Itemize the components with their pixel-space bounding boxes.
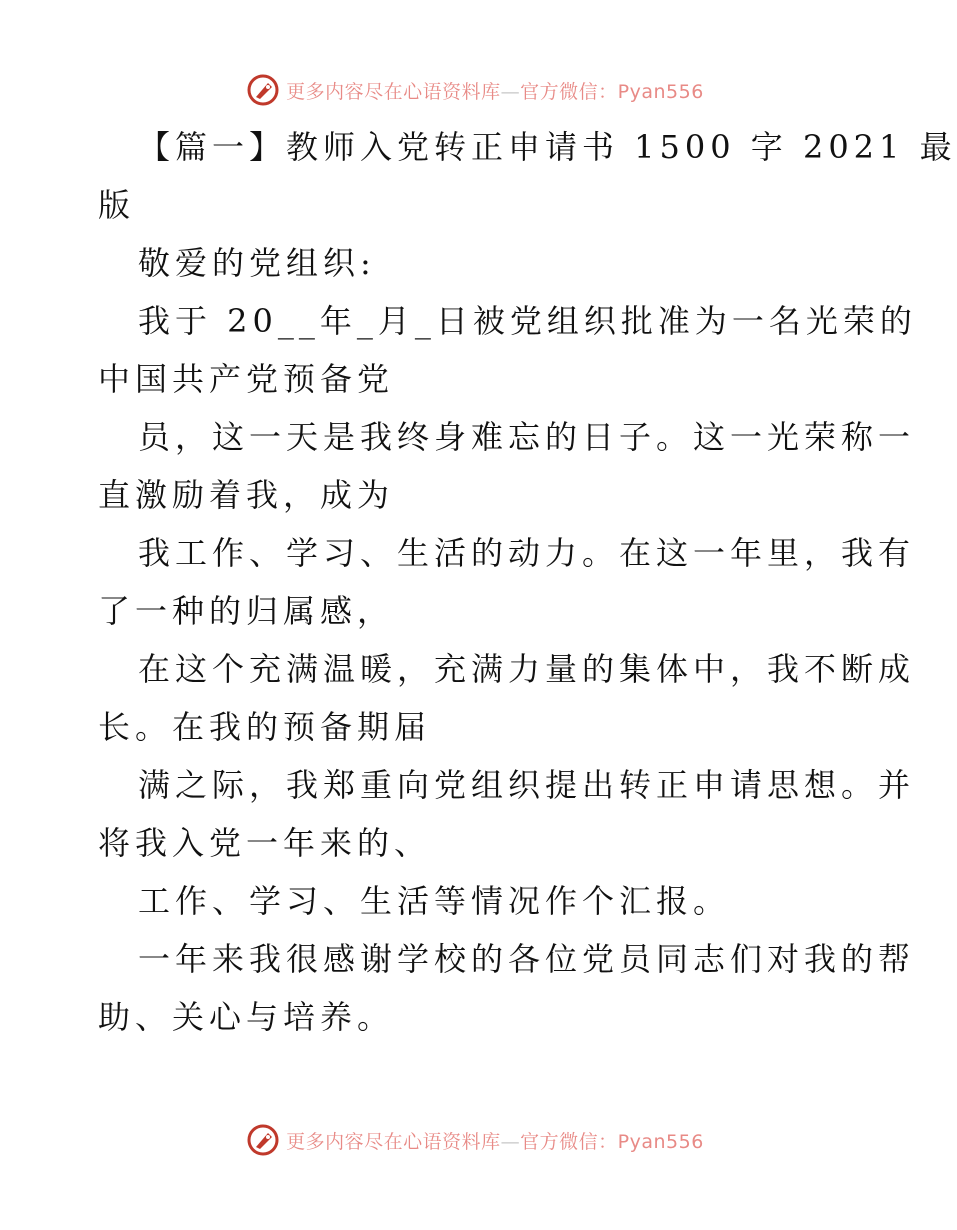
document-title-line-1: 【篇一】教师入党转正申请书 1500 字 2021 最 xyxy=(138,128,957,166)
paragraph-line: 在这个充满温暖，充满力量的集体中，我不断成 xyxy=(138,650,916,688)
footer-watermark xyxy=(0,1120,950,1160)
watermark-wechat: 官方微信：Pyan556 xyxy=(520,80,704,103)
paragraph-line: 一年来我很感谢学校的各位党员同志们对我的帮 xyxy=(138,940,916,978)
document-title-line-2: 版 xyxy=(98,186,136,224)
document-body xyxy=(98,118,957,1046)
watermark-brand: 更多内容尽在心语资料库 xyxy=(286,80,501,103)
watermark-separator: — xyxy=(500,1130,521,1153)
salutation: 敬爱的党组织: xyxy=(138,244,376,282)
paragraph-line: 了一种的归属感， xyxy=(98,592,395,630)
paragraph-line: 助、关心与培养。 xyxy=(98,998,395,1036)
pen-nib-logo-icon xyxy=(246,1123,280,1157)
paragraph-line: 我于 20__年_月_日被党组织批准为一名光荣的 xyxy=(138,302,917,340)
pen-nib-logo-icon xyxy=(246,73,280,107)
paragraph-line: 我工作、学习、生活的动力。在这一年里，我有 xyxy=(138,534,916,572)
watermark-separator: — xyxy=(500,80,521,103)
paragraph-line: 满之际，我郑重向党组织提出转正申请思想。并 xyxy=(138,766,916,804)
watermark-brand: 更多内容尽在心语资料库 xyxy=(286,1130,501,1153)
paragraph-line: 员，这一天是我终身难忘的日子。这一光荣称一 xyxy=(138,418,916,456)
paragraph-line: 直激励着我，成为 xyxy=(98,476,395,514)
paragraph-line: 长。在我的预备期届 xyxy=(98,708,432,746)
paragraph-line: 中国共产党预备党 xyxy=(98,360,395,398)
paragraph-line: 将我入党一年来的、 xyxy=(98,824,432,862)
paragraph-line: 工作、学习、生活等情况作个汇报。 xyxy=(138,882,731,920)
header-watermark xyxy=(0,70,950,110)
watermark-wechat: 官方微信：Pyan556 xyxy=(520,1130,704,1153)
